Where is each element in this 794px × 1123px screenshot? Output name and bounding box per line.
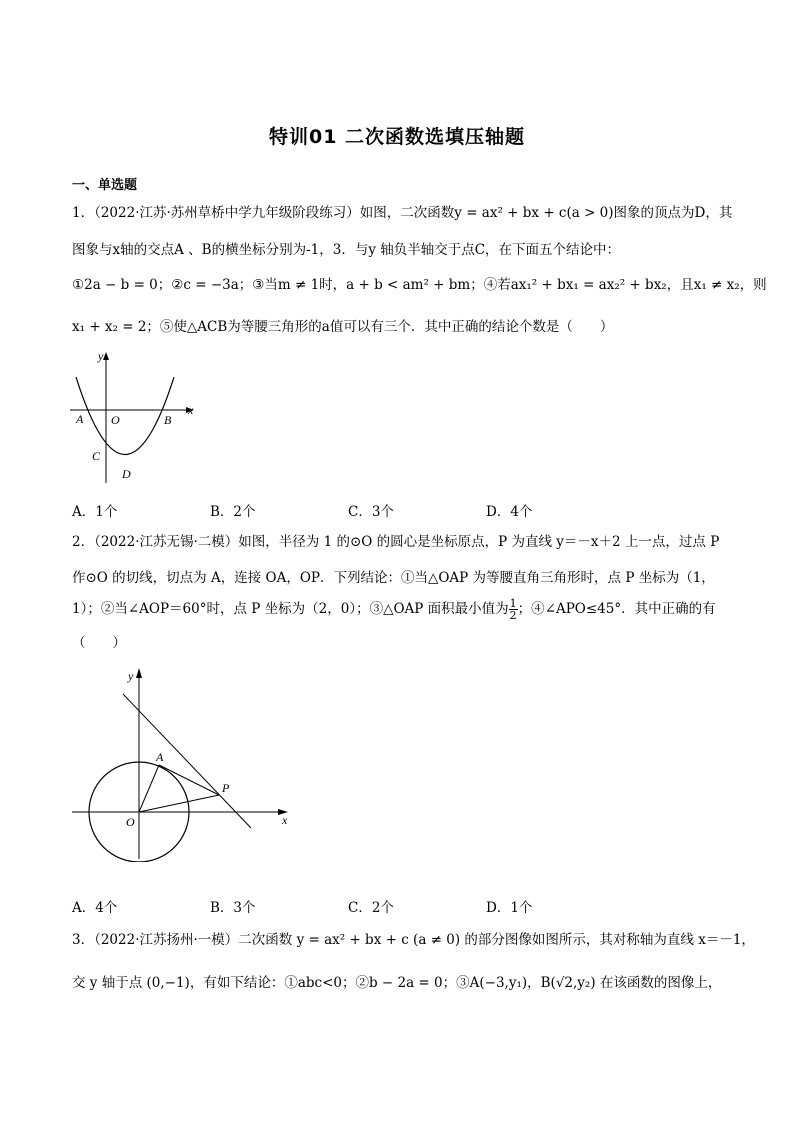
q1-text-line-3: ①2a − b = 0；②c = −3a；③当m ≠ 1时，a + b < am² + bm；④若ax₁² + bx₁ = ax₂² + bx₂，且x₁ ≠ x₂，则: [72, 277, 767, 293]
q2-option-c: C．2个: [348, 900, 394, 916]
q2-label-x: x: [282, 813, 288, 827]
q2-y-axis-arrow: [136, 668, 142, 678]
q1-parabola-curve: [76, 377, 174, 455]
q1-label-a: A: [76, 412, 84, 426]
q1-option-b: B．2个: [210, 504, 256, 520]
q2-text-line-1: 2．（2022·江苏无锡·二模）如图，半径为 1 的⊙O 的圆心是坐标原点，P 为直线 y＝－x＋2 上一点，过点 P: [72, 534, 720, 550]
q1-label-d: D: [122, 467, 131, 481]
q1-label-c: C: [92, 449, 101, 463]
q1-label-o: O: [111, 413, 120, 427]
q3-text-line-2: 交 y 轴于点 (0,−1)，有如下结论：①abc<0；②b − 2a = 0；③A(−3,y₁)，B(√2,y₂) 在该函数的图像上，: [72, 975, 722, 991]
q2-line-y-eq-neg-x-plus-2: [123, 694, 251, 828]
q2-label-o: O: [126, 815, 135, 829]
q2-fraction-numerator: 1: [509, 597, 517, 610]
q1-y-axis-arrow: [103, 352, 109, 360]
page-title: 特训01 二次函数选填压轴题: [268, 126, 526, 148]
q2-option-a: A．4个: [72, 900, 118, 916]
q1-parabola-figure: [66, 348, 206, 488]
q2-text-line-2: 作⊙O 的切线，切点为 A，连接 OA，OP．下列结论：①当△OAP 为等腰直角三角形时，点 P 坐标为（1，: [72, 570, 715, 586]
q2-circle-tangent-figure: [66, 662, 302, 862]
q2-segment-oa: [139, 765, 159, 812]
q2-text-line-4: （ ）: [72, 635, 126, 651]
q1-text-line-2: 图象与x轴的交点A 、B的横坐标分别为-1，3．与y 轴负半轴交于点C，在下面五个结论中：: [72, 242, 621, 258]
q2-fraction-denominator: 2: [509, 609, 517, 622]
q3-text-line-1: 3．（2022·江苏扬州·一模）二次函数 y = ax² + bx + c (a ≠ 0) 的部分图像如图所示，其对称轴为直线 x＝－1，: [72, 932, 755, 948]
q2-text-line-3-end: ；④∠APO≤45°．其中正确的有: [517, 601, 716, 617]
q1-label-b: B: [164, 413, 172, 427]
q1-text-line-1: 1．（2022·江苏·苏州草桥中学九年级阶段练习）如图，二次函数y = ax² + bx + c(a > 0)图象的顶点为D，其: [72, 205, 733, 221]
q2-option-b: B．3个: [210, 900, 256, 916]
q2-fraction-one-half: [509, 598, 518, 621]
q1-label-y: y: [98, 349, 104, 363]
q1-text-line-4: x₁ + x₂ = 2；⑤使△ACB为等腰三角形的a值可以有三个．其中正确的结论个数是（ ）: [72, 319, 614, 335]
q2-label-a: A: [156, 750, 164, 764]
q2-label-y: y: [128, 669, 134, 683]
q1-option-a: A．1个: [72, 504, 118, 520]
q1-option-d: D．4个: [486, 504, 533, 520]
q2-text-line-3-start: 1）；②当∠AOP＝60°时，点 P 坐标为（2，0）；③△OAP 面积最小值为: [72, 601, 509, 617]
q1-label-x: x: [188, 403, 194, 417]
q2-tangent-ap: [159, 765, 219, 795]
q2-label-p: P: [222, 781, 230, 795]
q2-segment-op: [139, 795, 219, 812]
q2-text-line-3: [72, 598, 716, 621]
q1-option-c: C．3个: [348, 504, 394, 520]
q2-option-d: D．1个: [486, 900, 533, 916]
section-heading: 一、单选题: [72, 178, 138, 193]
